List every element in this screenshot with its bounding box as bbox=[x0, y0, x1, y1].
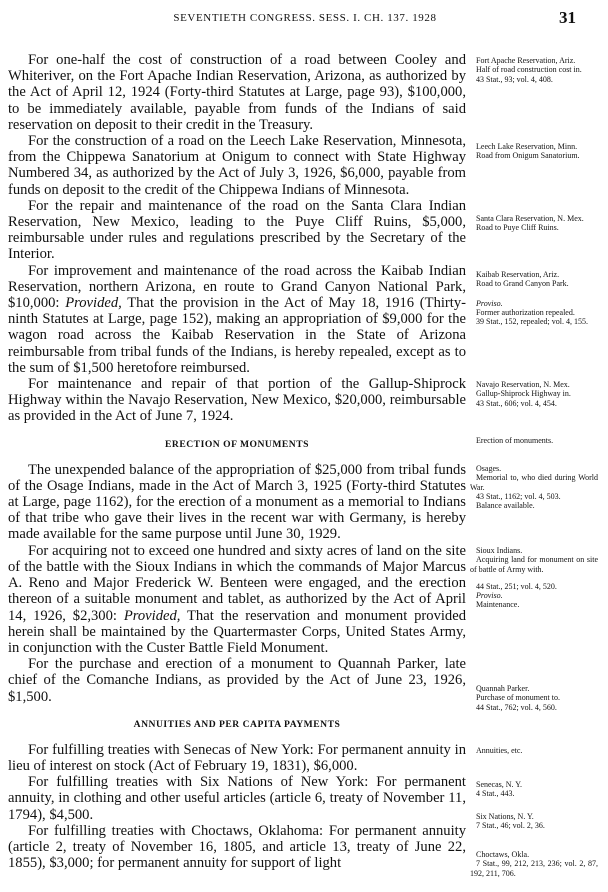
sioux-text-b: That the reservation and monument provided herein shall be maintained by the Quartermaster Corps, United States Army, in conjunction with the Custer Battle Field Monument. bbox=[8, 607, 466, 656]
margin-note-leech-lake: Leech Lake Reservation, Minn. Road from Onigum Sanatorium. bbox=[476, 142, 580, 161]
margin-proviso: Proviso. bbox=[476, 591, 503, 601]
paragraph-sioux bbox=[8, 543, 466, 656]
sioux-text-a: For acquiring not to exceed one hundred and sixty acres of land on the site of the battle with the Sioux Indians in which the commands of Major Marcus A. Reno and Major Frederick W. Benteen were engaged, and the erection thereon of a suitable monument and tablet, as authorized by the Act of April 14, 1926, $2,300: bbox=[8, 542, 466, 624]
kaibab-text-b: That the provision in the Act of May 18, 1916 (Thirty-ninth Statutes at Large, page 152), making an appropriation of $9,000 for the wagon road across the Kaibab Reservation in the State of Arizona reimbursable from tribal funds of the Indians, is hereby repealed, except as to the sum of $1,500 heretofore reimbursed. bbox=[8, 295, 466, 376]
section-heading-annuities: ANNUITIES AND PER CAPITA PAYMENTS bbox=[133, 718, 341, 730]
margin-proviso: Proviso. bbox=[476, 298, 503, 308]
proviso-italic: Provided, bbox=[123, 607, 181, 624]
main-text bbox=[8, 52, 466, 871]
paragraph-osage: The unexpended balance of the appropriation of $25,000 from tribal funds of the Osage Indians, made in the Act of March 3, 1925 (Forty-third Statutes at Large, page 1162), for the erection of a monument as a memorial to Indians of that tribe who gave their lives in the recent war with Germany, is hereby made available for the same purpose until June 30, 1929. bbox=[8, 461, 466, 543]
paragraph-kaibab bbox=[8, 263, 466, 376]
page-number: 31 bbox=[559, 8, 576, 27]
paragraph-santa-clara: For the repair and maintenance of the road on the Santa Clara Indian Reservation, New Mexico, leading to the Puye Cliff Ruins, $5,000, reimbursable under rules and regulations prescribed by the Secretary of the Interior. bbox=[8, 197, 466, 263]
margin-note-santa-clara: Santa Clara Reservation, N. Mex. Road to Puye Cliff Ruins. bbox=[476, 214, 584, 233]
margin-note-six-nations: Six Nations, N. Y. 7 Stat., 46; vol. 2, 36. bbox=[476, 812, 545, 831]
margin-note-navajo: Navajo Reservation, N. Mex. Gallup-Shiprock Highway in. 43 Stat., 606; vol. 4, 454. bbox=[476, 380, 571, 408]
margin-note-choctaws: Choctaws, Okla. 7 Stat., 99, 212, 213, 236; vol. 2, 87, 192, 211, 706. bbox=[470, 850, 598, 878]
margin-note-monuments: Erection of monuments. bbox=[476, 436, 554, 445]
paragraph-choctaws: For fulfilling treaties with Choctaws, Oklahoma: For permanent annuity (article 2, treaty of November 16, 1805, and article 13, treaty of June 22, 1855), $3,000; for permanent annuity for support of light bbox=[8, 822, 466, 872]
margin-note-quannah: Quannah Parker. Purchase of monument to. 44 Stat., 762; vol. 4, 560. bbox=[476, 684, 560, 712]
margin-note-fort-apache: Fort Apache Reservation, Ariz. Half of road construction cost in. 43 Stat., 93; vol. 4, 408. bbox=[476, 56, 582, 84]
page-header bbox=[0, 8, 608, 30]
margin-note-sioux: Sioux Indians. Acquiring land for monument on site of battle of Army with. 44 Stat., 251; vol. 4, 520. Proviso. Maintenance. bbox=[470, 546, 598, 610]
paragraph-senecas: For fulfilling treaties with Senecas of New York: For permanent annuity in lieu of interest on stock (Act of February 19, 1831), $6,000. bbox=[8, 741, 466, 774]
paragraph-leech-lake: For the construction of a road on the Leech Lake Reservation, Minnesota, from the Chippewa Sanatorium at Onigum to connect with State Highway Numbered 34, as authorized by the Act of July 3, 1926, $6,000, payable from funds on deposit to the credit of the Chippewa Indians of Minnesota. bbox=[8, 133, 466, 198]
running-title: SEVENTIETH CONGRESS. SESS. I. CH. 137. 1928 bbox=[173, 12, 437, 24]
section-heading-monuments: ERECTION OF MONUMENTS bbox=[165, 438, 309, 450]
paragraph-six-nations: For fulfilling treaties with Six Nations of New York: For permanent annuity, in clothing and other useful articles (article 6, treaty of November 11, 1794), $4,500. bbox=[8, 774, 466, 823]
margin-note-kaibab: Kaibab Reservation, Ariz. Road to Grand Canyon Park. Proviso. Former authorization repealed. 39 Stat., 152, repealed; vol. 4, 155. bbox=[470, 270, 598, 326]
margin-note-senecas: Senecas, N. Y. 4 Stat., 443. bbox=[476, 780, 522, 799]
margin-note-annuities: Annuities, etc. bbox=[476, 746, 523, 755]
paragraph-fort-apache: For one-half the cost of construction of a road between Cooley and Whiteriver, on the Fort Apache Indian Reservation, Arizona, as authorized by the Act of April 12, 1924 (Forty-third Statutes at Large, page 93), $100,000, to be immediately available, payable from funds of the Indians of said reservation on deposit to their credit in the Treasury. bbox=[8, 52, 466, 133]
margin-note-osages: Osages. Memorial to, who died during World War. 43 Stat., 1162; vol. 4, 503. Balance available. bbox=[470, 464, 598, 511]
paragraph-quannah: For the purchase and erection of a monument to Quannah Parker, late chief of the Comanche Indians, as provided by the Act of June 23, 1926, $1,500. bbox=[8, 656, 466, 705]
proviso-italic: Provided, bbox=[65, 295, 122, 312]
kaibab-text-a: For improvement and maintenance of the road across the Kaibab Indian Reservation, northern Arizona, en route to Grand Canyon National Park, $10,000: bbox=[8, 262, 466, 312]
paragraph-navajo: For maintenance and repair of that portion of the Gallup-Shiprock Highway within the Navajo Reservation, New Mexico, $20,000, reimbursable as provided in the Act of June 7, 1924. bbox=[8, 376, 466, 425]
